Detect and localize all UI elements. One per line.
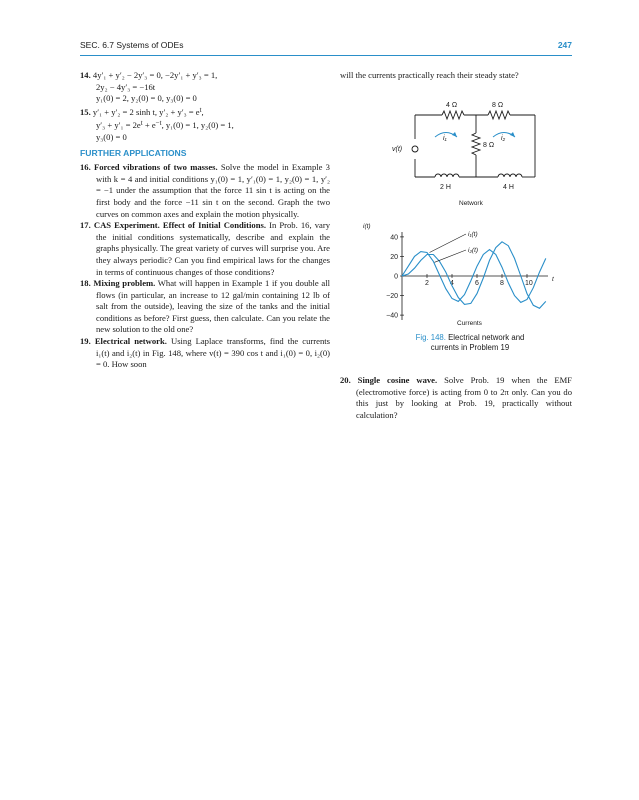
problem-15-line-2-b: + e [142, 120, 156, 131]
problem-title: Forced vibrations of two masses. [93, 162, 218, 173]
legend-leader [435, 250, 467, 262]
network-diagram [380, 95, 570, 210]
problem-text: Solve Prob. 19 when the EMF (electromotive force) is acting from 0 to 2π only. Can you do this just by looking at Prob. 19, practically without calculation? [356, 375, 572, 420]
source-label: v(t) [392, 146, 403, 153]
problem-number: 17. [80, 220, 91, 231]
problem-15 [80, 105, 330, 119]
figure-caption-line-1: Electrical network and [448, 333, 525, 342]
problem-19-continued: will the currents practically reach their steady state? [340, 70, 519, 80]
x-tick-label: 6 [475, 280, 479, 287]
currents-chart [360, 220, 570, 330]
legend-entry: i₁(t) [468, 231, 478, 238]
problem-text: What will happen in Example 1 if you double all flows (in particular, an increase to 12 gal/min containing 12 lb of salt from the outside), leaving the size of the tanks and the initial conditions as before? First guess, then calculate. Can you relate the new solution to the old one? [96, 278, 330, 335]
figure-label: Fig. 148. [415, 333, 446, 342]
problem-text: Solve the model in Example 3 with k = 4 and initial conditions y₁(0) = 1, y′₁(0) = 1, y₂(0) = 1, y′₂ = −1 under the assumption that the force 11 sin t is acting on the first body and the force −11 sin t on the second. Graph the two curves on common axes and explain the motion physically. [96, 162, 330, 219]
y-tick-label: 0 [394, 273, 398, 281]
problem-text: Using Laplace transforms, find the currents i₁(t) and i₂(t) in Fig. 148, where v(t) = 390 cos t and i₁(0) = 0, i₂(0) = 0. How soon [96, 336, 330, 370]
chart-x-label: t [552, 276, 554, 283]
problem-15-line-3: y₃(0) = 0 [96, 131, 127, 142]
problem-14 [80, 70, 330, 82]
problem-title: Electrical network. [94, 336, 167, 347]
further-applications-heading: FURTHER APPLICATIONS [80, 147, 187, 158]
problem-number: 18. [80, 278, 91, 289]
right-column-top [340, 70, 572, 82]
problem-title: Mixing problem. [93, 278, 156, 289]
inductor-2h [435, 174, 459, 177]
problem-15-line-2-a: y′₃ + y′₁ = 2e [96, 120, 141, 131]
problem-16 [80, 162, 330, 220]
x-tick-label: 10 [525, 280, 533, 287]
legend-entry: i₂(t) [468, 247, 479, 254]
problem-number: 14. [80, 70, 91, 80]
problem-14-line-3: y₁(0) = 2, y₂(0) = 0, y₃(0) = 0 [96, 93, 197, 104]
y-tick-label: −20 [386, 293, 398, 301]
chart-y-label: i(t) [363, 223, 371, 230]
problem-15-line-2 [80, 118, 330, 132]
punctuation: , [201, 106, 204, 117]
network-caption: Network [459, 200, 483, 207]
problem-17 [80, 220, 330, 278]
legend-leader [430, 234, 467, 253]
resistor-label-8-middle: 8 Ω [483, 142, 495, 149]
problem-number: 19. [80, 336, 91, 347]
inductor-label-2h: 2 H [440, 184, 451, 191]
problem-number: 15. [80, 106, 91, 117]
chart-title: Currents [457, 320, 482, 327]
problem-19 [80, 336, 330, 371]
section-title: SEC. 6.7 Systems of ODEs [80, 40, 184, 50]
exponent: t [199, 105, 202, 114]
problem-20 [340, 375, 572, 421]
y-tick-label: −40 [386, 312, 398, 320]
inductor-4h [498, 174, 522, 177]
header-rule [80, 55, 572, 56]
problem-title: CAS Experiment. Effect of Initial Conditions. [93, 220, 266, 231]
x-tick-label: 8 [500, 280, 504, 287]
resistor-label-4: 4 Ω [446, 102, 458, 109]
figure-caption-line-2: currents in Problem 19 [430, 343, 510, 352]
current-label-i2: i₂ [501, 135, 506, 142]
page-number: 247 [557, 40, 572, 50]
y-tick-label: 20 [390, 253, 398, 261]
x-tick-label: 2 [425, 280, 429, 287]
resistor-8-ohm-middle [472, 133, 480, 155]
x-tick-label: 4 [450, 280, 454, 287]
right-column-bottom [340, 375, 572, 421]
figure-caption [380, 333, 560, 353]
current-label-i1: i₁ [443, 135, 447, 142]
problem-title: Single cosine wave. [357, 375, 438, 385]
problem-number: 20. [340, 375, 351, 385]
left-column [80, 70, 330, 371]
exponent: −t [155, 119, 162, 128]
problem-number: 16. [80, 162, 91, 173]
resistor-8-ohm-top [488, 111, 510, 119]
problem-18 [80, 278, 330, 336]
resistor-label-8-top: 8 Ω [492, 102, 504, 109]
problem-text: In Prob. 16, vary the initial conditions systematically, describe and explain the graphs physically. The great variety of curves will surprise you. Are they always periodic? Can you find empirical laws for the changes in terms of continuous changes of those conditions? [96, 220, 330, 277]
inductor-label-4h: 4 H [503, 184, 514, 191]
source-terminal [412, 146, 418, 152]
problem-15-line-1: y′₁ + y′₂ = 2 sinh t, y′₂ + y′₃ = e [92, 106, 200, 117]
resistor-4-ohm [442, 111, 464, 119]
problem-14-line-1: 4y′₁ + y′₂ − 2y′₃ = 0, −2y′₁ + y′₃ = 1, [92, 70, 218, 80]
running-header [80, 40, 572, 54]
y-tick-label: 40 [390, 234, 398, 242]
problem-15-line-2-c: , y₁(0) = 1, y₂(0) = 1, [161, 120, 234, 131]
exponent: t [140, 119, 143, 128]
problem-14-line-2: 2y₂ − 4y′₃ = −16t [96, 81, 156, 92]
